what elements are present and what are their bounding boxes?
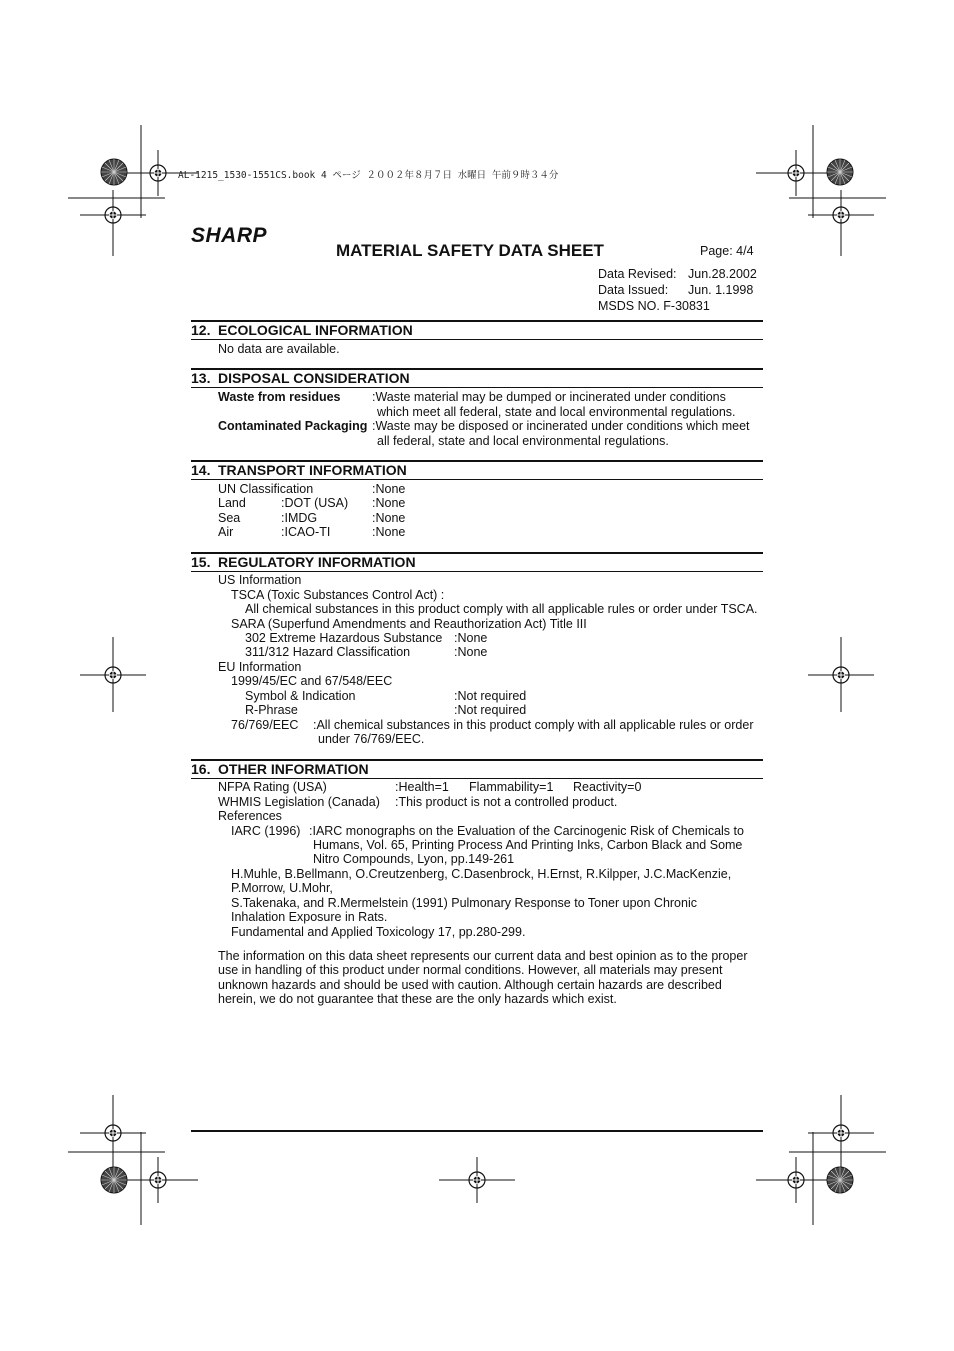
reference-line: H.Muhle, B.Bellmann, O.Creutzenberg, C.Dasenbrock, H.Ernst, R.Kilpper, J.C.MacKenzie, bbox=[231, 867, 732, 881]
transport-mode: Land bbox=[218, 496, 246, 510]
section-rule bbox=[191, 571, 763, 572]
disclaimer-line: herein, we do not guarantee that these are the only hazards which exist. bbox=[218, 992, 617, 1006]
reference-line: P.Morrow, U.Mohr, bbox=[231, 881, 333, 895]
us-information: US Information bbox=[218, 573, 302, 587]
reference-line: Inhalation Exposure in Rats. bbox=[231, 910, 388, 924]
nfpa-health: :Health=1 bbox=[395, 780, 449, 794]
iarc-label: IARC (1996) bbox=[231, 824, 301, 838]
disclaimer-line: use in handling of this product under normal conditions. However, all materials may present bbox=[218, 963, 723, 977]
packaging-text-line: all federal, state and local environmental regulations. bbox=[377, 434, 669, 448]
sara-label: SARA (Superfund Amendments and Reauthorization Act) Title III bbox=[231, 617, 587, 631]
eu-directive: 1999/45/EC and 67/548/EEC bbox=[231, 674, 393, 688]
page-number: Page: 4/4 bbox=[700, 244, 754, 258]
revised-label: Data Revised: bbox=[598, 267, 677, 281]
nfpa-flammability: Flammability=1 bbox=[469, 780, 554, 794]
transport-regulation: :IMDG bbox=[281, 511, 318, 525]
references-label: References bbox=[218, 809, 282, 823]
eec-text-line: :All chemical substances in this product comply with all applicable rules or order bbox=[313, 718, 754, 732]
un-classification-label: UN Classification bbox=[218, 482, 314, 496]
symbol-label: Symbol & Indication bbox=[245, 689, 356, 703]
issued-value: Jun. 1.1998 bbox=[688, 283, 754, 297]
section-rule bbox=[191, 479, 763, 480]
eu-information: EU Information bbox=[218, 660, 302, 674]
eec-label: 76/769/EEC bbox=[231, 718, 299, 732]
nfpa-reactivity: Reactivity=0 bbox=[573, 780, 642, 794]
print-header: AL-1215_1530-1551CS.book 4 ページ ２００２年８月７日 水曜日 午前９時３４分 bbox=[178, 170, 559, 181]
section-rule bbox=[191, 339, 763, 340]
sharp-logo: SHARP bbox=[191, 224, 268, 247]
section-rule bbox=[191, 778, 763, 779]
page-title: MATERIAL SAFETY DATA SHEET bbox=[336, 241, 604, 260]
r-phrase-value: :Not required bbox=[454, 703, 527, 717]
transport-value: :None bbox=[372, 496, 406, 510]
msds-number: MSDS NO. F-30831 bbox=[598, 299, 710, 313]
section-15-heading: 15. REGULATORY INFORMATION bbox=[191, 554, 416, 570]
hazard-class-value: :None bbox=[454, 645, 488, 659]
revised-value: Jun.28.2002 bbox=[688, 267, 757, 281]
packaging-label: Contaminated Packaging bbox=[218, 419, 368, 433]
transport-mode: Air bbox=[218, 525, 234, 539]
un-classification-value: :None bbox=[372, 482, 406, 496]
eec-text-line: under 76/769/EEC. bbox=[318, 732, 425, 746]
section-14-heading: 14. TRANSPORT INFORMATION bbox=[191, 462, 407, 478]
transport-value: :None bbox=[372, 525, 406, 539]
r-phrase-label: R-Phrase bbox=[245, 703, 298, 717]
ehs-value: :None bbox=[454, 631, 488, 645]
waste-label: Waste from residues bbox=[218, 390, 341, 404]
symbol-value: :Not required bbox=[454, 689, 527, 703]
transport-mode: Sea bbox=[218, 511, 241, 525]
reference-line: S.Takenaka, and R.Mermelstein (1991) Pulmonary Response to Toner upon Chronic bbox=[231, 896, 697, 910]
hazard-class-label: 311/312 Hazard Classification bbox=[245, 645, 411, 659]
waste-text-line: :Waste material may be dumped or incinerated under conditions bbox=[372, 390, 726, 404]
section-rule bbox=[191, 387, 763, 388]
ecological-text: No data are available. bbox=[218, 342, 340, 356]
iarc-text-line: :IARC monographs on the Evaluation of the Carcinogenic Risk of Chemicals to bbox=[309, 824, 744, 838]
transport-regulation: :ICAO-TI bbox=[281, 525, 331, 539]
tsca-label: TSCA (Toxic Substances Control Act) : bbox=[231, 588, 445, 602]
waste-text-line: which meet all federal, state and local environmental regulations. bbox=[377, 405, 736, 419]
ehs-label: 302 Extreme Hazardous Substance bbox=[245, 631, 443, 645]
iarc-text-line: Humans, Vol. 65, Printing Process And Printing Inks, Carbon Black and Some bbox=[313, 838, 743, 852]
whmis-label: WHMIS Legislation (Canada) bbox=[218, 795, 380, 809]
transport-regulation: :DOT (USA) bbox=[281, 496, 349, 510]
section-16-heading: 16. OTHER INFORMATION bbox=[191, 761, 369, 777]
iarc-text-line: Nitro Compounds, Lyon, pp.149-261 bbox=[313, 852, 515, 866]
nfpa-label: NFPA Rating (USA) bbox=[218, 780, 327, 794]
disclaimer-line: unknown hazards and should be used with caution. Although certain hazards are described bbox=[218, 978, 722, 992]
packaging-text-line: :Waste may be disposed or incinerated under conditions which meet bbox=[372, 419, 750, 433]
tsca-text: All chemical substances in this product comply with all applicable rules or order under TSCA. bbox=[245, 602, 758, 616]
section-13-heading: 13. DISPOSAL CONSIDERATION bbox=[191, 370, 410, 386]
transport-value: :None bbox=[372, 511, 406, 525]
issued-label: Data Issued: bbox=[598, 283, 669, 297]
reference-line: Fundamental and Applied Toxicology 17, pp.280-299. bbox=[231, 925, 526, 939]
whmis-value: :This product is not a controlled product. bbox=[395, 795, 618, 809]
footer-rule bbox=[191, 1130, 763, 1132]
section-12-heading: 12. ECOLOGICAL INFORMATION bbox=[191, 322, 413, 338]
disclaimer-line: The information on this data sheet represents our current data and best opinion as to the proper bbox=[218, 949, 748, 963]
